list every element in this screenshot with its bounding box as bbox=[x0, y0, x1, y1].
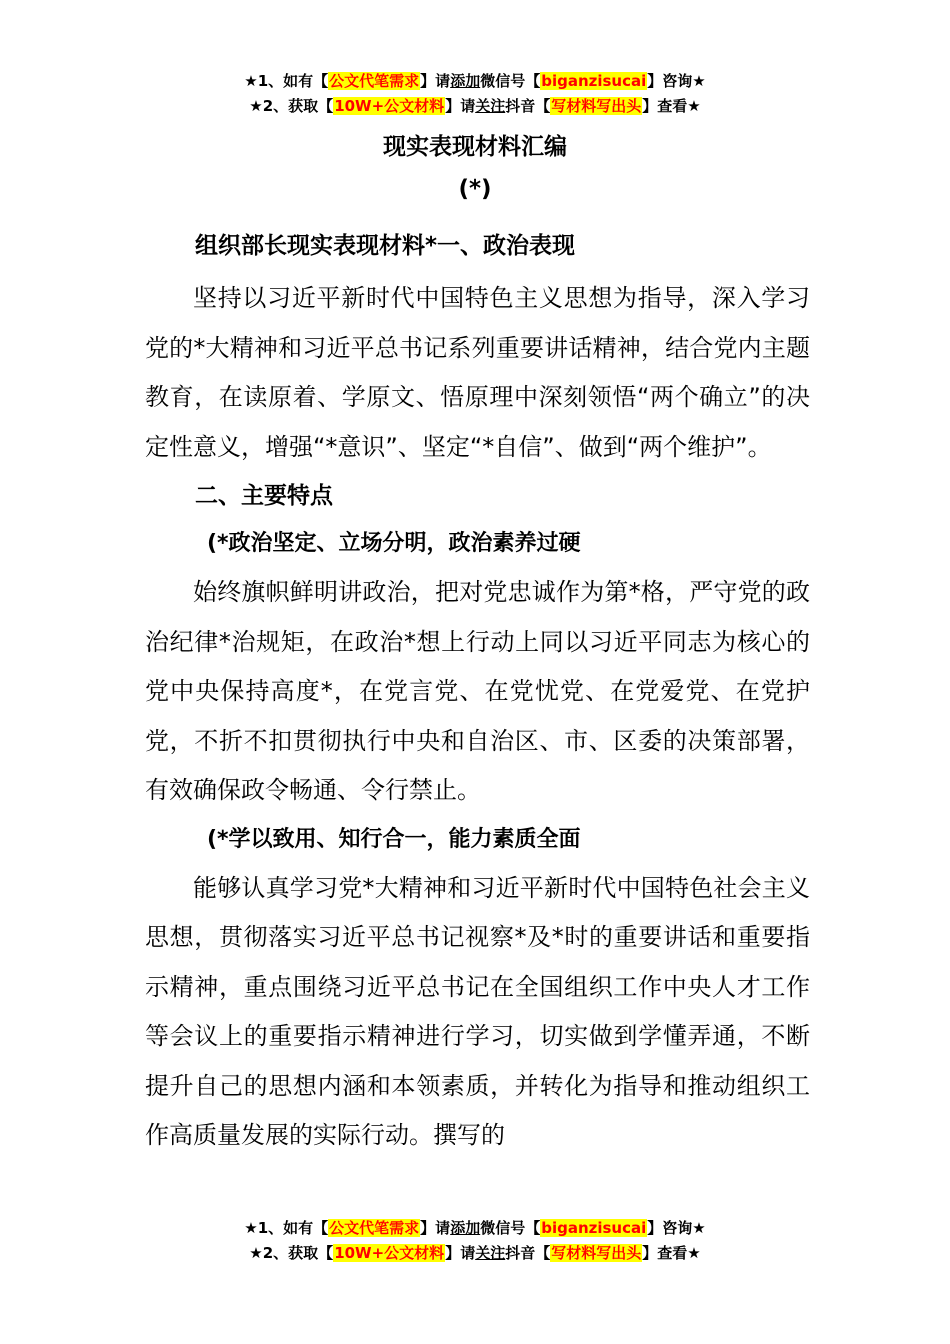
paragraph: 能够认真学习党*大精神和习近平新时代中国特色社会主义思想，贯彻落实习近平总书记视察*及*时的重要讲话和重要指示精神，重点围绕习近平总书记在全国组织工作中央人才工作等会议上的重要指示精神进行学习，切实做到学懂弄通，不断提升自己的思想内涵和本领素质，并转化为指导和推动组织工作高质量发展的实际行动。撰写的 bbox=[145, 873, 810, 1149]
promo-text: 】咨询★ bbox=[647, 1219, 706, 1237]
promo-text: 抖音【 bbox=[505, 1244, 551, 1262]
promo-text: 微信号【 bbox=[480, 72, 541, 90]
section-heading: 组织部长现实表现材料*一、政治表现 bbox=[195, 233, 576, 259]
subsection-heading: (*政治坚定、立场分明，政治素养过硬 bbox=[207, 531, 581, 556]
promo-text: 】请 bbox=[420, 72, 451, 90]
promo-highlight: 公文代笔需求 bbox=[329, 1219, 420, 1237]
promo-line-1 bbox=[0, 69, 950, 94]
promo-text: 2、获取【 bbox=[262, 97, 334, 115]
paragraph: 始终旗帜鲜明讲政治，把对党忠诚作为第*格，严守党的政治纪律*治规矩，在政治*想上行动上同以习近平同志为核心的党中央保持高度*，在党言党、在党忧党、在党爱党、在党护党，不折不扣贯彻执行中央和自治区、市、区委的决策部署，有效确保政令畅通、令行禁止。 bbox=[145, 578, 810, 804]
document-body bbox=[145, 222, 810, 1161]
promo-text: 】查看★ bbox=[642, 1244, 701, 1262]
document-subtitle: (*) bbox=[458, 176, 492, 202]
promo-text: 2、获取【 bbox=[262, 1244, 334, 1262]
star-icon: ★ bbox=[244, 1219, 258, 1237]
star-icon: ★ bbox=[249, 97, 263, 115]
promo-banner-bottom bbox=[0, 1216, 950, 1266]
document-title: 现实表现材料汇编 bbox=[383, 134, 567, 160]
section-heading: 二、主要特点 bbox=[195, 483, 333, 509]
promo-highlight: 10W+公文材料 bbox=[334, 1244, 445, 1262]
promo-text: 】请 bbox=[445, 1244, 476, 1262]
promo-text: 】请 bbox=[420, 1219, 451, 1237]
promo-banner-top bbox=[0, 69, 950, 119]
promo-underline: 添加 bbox=[450, 1219, 481, 1237]
promo-line-2 bbox=[0, 94, 950, 119]
promo-line-1 bbox=[0, 1216, 950, 1241]
promo-text: 微信号【 bbox=[480, 1219, 541, 1237]
promo-text: 】请 bbox=[445, 97, 476, 115]
promo-underline: 关注 bbox=[475, 97, 506, 115]
promo-line-2 bbox=[0, 1241, 950, 1266]
promo-underline: 关注 bbox=[475, 1244, 506, 1262]
subsection-heading: (*学以致用、知行合一，能力素质全面 bbox=[207, 826, 581, 852]
promo-text: 】查看★ bbox=[642, 97, 701, 115]
star-icon: ★ bbox=[249, 1244, 263, 1262]
promo-text: 1、如有【 bbox=[257, 1219, 329, 1237]
promo-highlight: 10W+公文材料 bbox=[334, 97, 445, 115]
paragraph: 坚持以习近平新时代中国特色主义思想为指导，深入学习党的*大精神和习近平总书记系列重要讲话精神，结合党内主题教育，在读原着、学原文、悟原理中深刻领悟“两个确立”的决定性意义，增强“*意识”、坚定“*自信”、做到“两个维护”。 bbox=[145, 284, 810, 461]
promo-underline: 添加 bbox=[450, 72, 481, 90]
promo-text: 1、如有【 bbox=[257, 72, 329, 90]
promo-text: 抖音【 bbox=[505, 97, 551, 115]
douyin-id-highlight: 写材料写出头 bbox=[551, 1244, 642, 1262]
douyin-id-highlight: 写材料写出头 bbox=[551, 97, 642, 115]
promo-text: 】咨询★ bbox=[647, 72, 706, 90]
wechat-id-highlight: biganzisucai bbox=[541, 72, 647, 90]
promo-highlight: 公文代笔需求 bbox=[329, 72, 420, 90]
wechat-id-highlight: biganzisucai bbox=[541, 1219, 647, 1237]
star-icon: ★ bbox=[244, 72, 258, 90]
